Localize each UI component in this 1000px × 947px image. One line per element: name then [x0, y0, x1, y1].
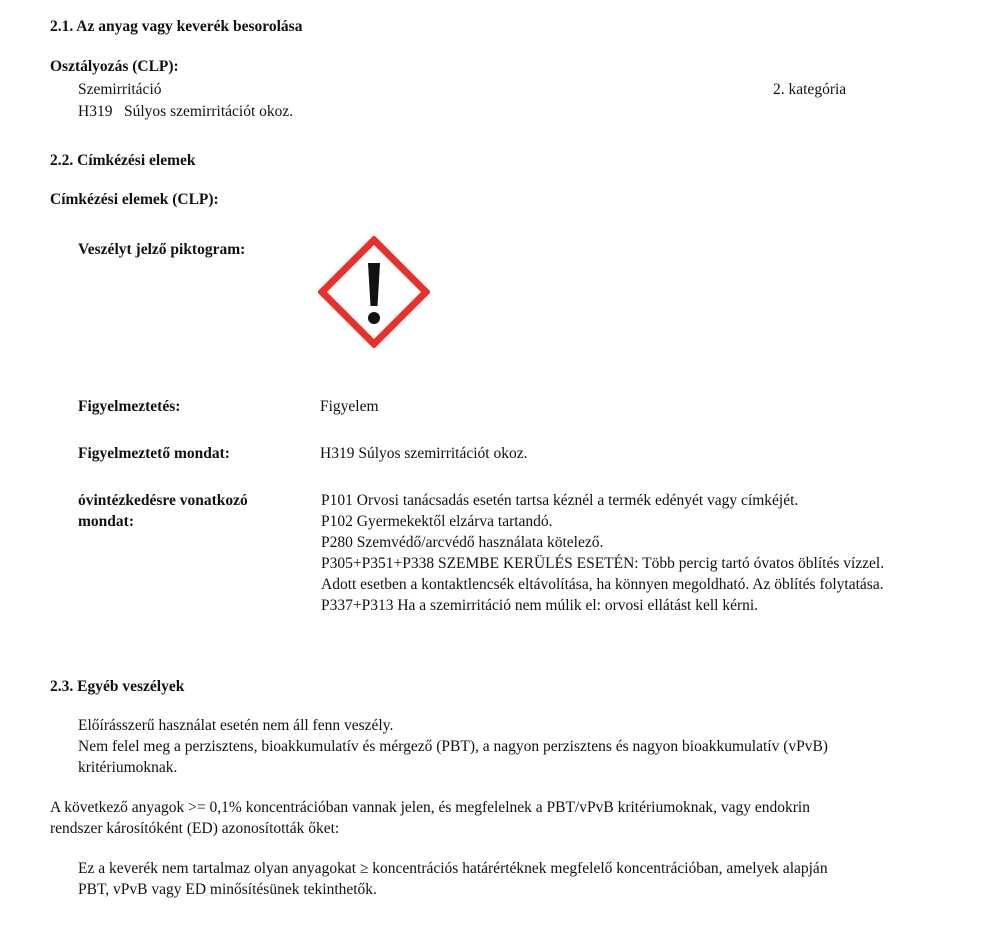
section-heading-2-3: 2.3. Egyéb veszélyek	[50, 678, 185, 695]
classification-label: Osztályozás (CLP):	[50, 58, 179, 75]
section-heading-2-1: 2.1. Az anyag vagy keverék besorolása	[50, 18, 303, 35]
other-hazards-paragraph	[78, 715, 828, 778]
paragraph-line: rendszer károsítóként (ED) azonosították őket:	[50, 820, 340, 837]
hazard-statement-value: H319 Súlyos szemirritációt okoz.	[320, 445, 528, 462]
hazard-category: 2. kategória	[773, 81, 847, 98]
pictogram-label: Veszélyt jelző piktogram:	[78, 241, 246, 258]
signal-word-label: Figyelmeztetés:	[78, 398, 181, 415]
paragraph-line: Ez a keverék nem tartalmaz olyan anyagokat ≥ koncentrációs határértéknek megfelelő koncentrációban, amelyek alapján	[78, 860, 828, 877]
precautionary-statement: P305+P351+P338 SZEMBE KERÜLÉS ESETÉN: Több percig tartó óvatos öblítés vízzel.	[321, 555, 885, 572]
precautionary-statements-list	[321, 490, 884, 616]
precautionary-statement: P101 Orvosi tanácsadás esetén tartsa kéznél a termék edényét vagy címkéjét.	[321, 492, 799, 509]
precautionary-label-line: mondat:	[78, 513, 134, 530]
precautionary-label	[78, 490, 248, 532]
section-heading-2-2: 2.2. Címkézési elemek	[50, 152, 196, 169]
precautionary-statement: P337+P313 Ha a szemirritáció nem múlik el: orvosi ellátást kell kérni.	[321, 597, 759, 614]
paragraph-line: PBT, vPvB vagy ED minősítésünek tekinthetők.	[78, 881, 377, 898]
precautionary-statement: P102 Gyermekektől elzárva tartandó.	[321, 513, 553, 530]
paragraph-line: A következő anyagok >= 0,1% koncentrációban vannak jelen, és megfelelnek a PBT/vPvB kritériumoknak, vagy endokrin	[50, 799, 810, 816]
signal-word-value: Figyelem	[320, 398, 379, 415]
paragraph-line: Előírásszerű használat esetén nem áll fenn veszély.	[78, 717, 394, 734]
pbt-substances-paragraph	[50, 797, 810, 839]
precautionary-statement: P280 Szemvédő/arcvédő használata kötelező.	[321, 534, 604, 551]
precautionary-label-line: óvintézkedésre vonatkozó	[78, 492, 248, 509]
hazard-statement-label: Figyelmeztető mondat:	[78, 445, 230, 462]
paragraph-line: Nem felel meg a perzisztens, bioakkumulatív és mérgező (PBT), a nagyon perzisztens és nagyon bioakkumulatív (vPvB)	[78, 738, 828, 755]
h-statement-code: H319	[78, 103, 113, 120]
exclamation-mark-pictogram-icon	[318, 236, 430, 348]
h-statement-text: Súlyos szemirritációt okoz.	[124, 103, 294, 120]
mixture-statement-paragraph	[78, 858, 828, 900]
hazard-class: Szemirritáció	[78, 81, 162, 98]
paragraph-line: kritériumoknak.	[78, 759, 178, 776]
precautionary-statement: Adott esetben a kontaktlencsék eltávolítása, ha könnyen megoldható. Az öblítés folytatása.	[321, 576, 884, 593]
labelling-elements-label: Címkézési elemek (CLP):	[50, 191, 219, 208]
